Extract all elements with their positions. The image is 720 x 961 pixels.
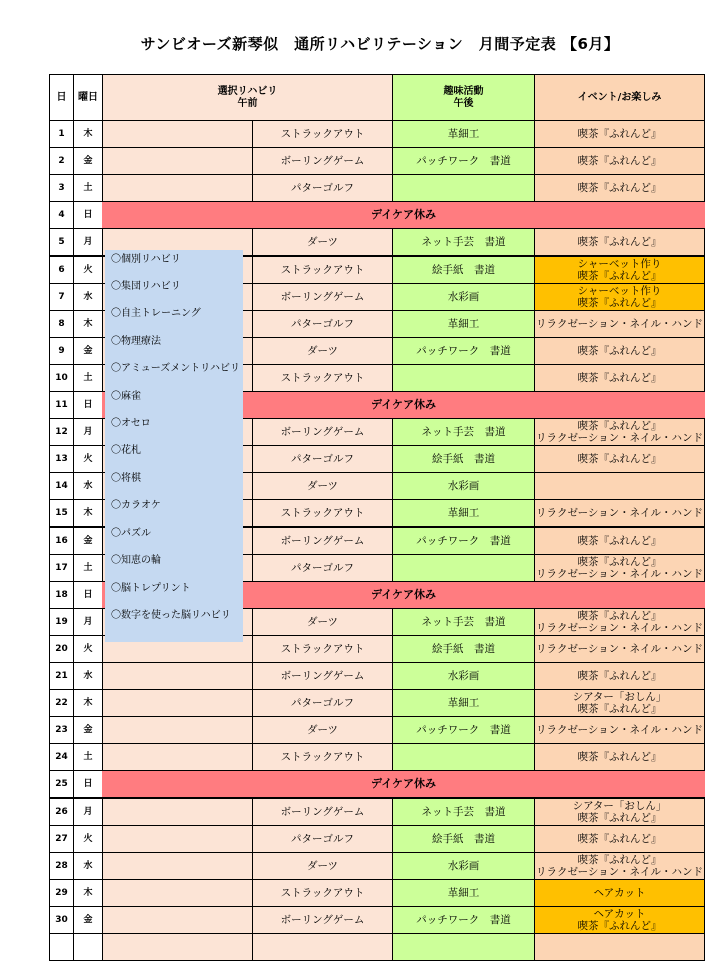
event-activity: リラクゼーション・ネイル・ハンド — [534, 716, 705, 744]
event-activity: シャーベット作り 喫茶『ふれんど』 — [534, 283, 705, 311]
weekday: 月 — [73, 228, 103, 256]
hobby-activity: 水彩画 — [392, 283, 535, 311]
day-number: 14 — [49, 472, 74, 500]
day-number: 2 — [49, 147, 74, 175]
event-activity: リラクゼーション・ネイル・ハンド — [534, 310, 705, 338]
hobby-activity — [392, 174, 535, 202]
event-activity: 喫茶『ふれんど』 — [534, 337, 705, 365]
menu-item: 〇数字を使った脳リハビリ — [111, 610, 231, 621]
rehab-activity: パターゴルフ — [252, 825, 393, 853]
weekday: 水 — [73, 662, 103, 690]
weekday: 水 — [73, 852, 103, 880]
weekday: 火 — [73, 256, 103, 284]
weekday: 木 — [73, 689, 103, 717]
event-activity: 喫茶『ふれんど』 — [534, 364, 705, 392]
rehab-menu-cell — [102, 662, 253, 690]
hobby-activity: パッチワーク 書道 — [392, 527, 535, 555]
rehab-activity: パターゴルフ — [252, 310, 393, 338]
event-activity: 喫茶『ふれんど』 — [534, 527, 705, 555]
rehab-activity: ストラックアウト — [252, 364, 393, 392]
rehab-activity: ストラックアウト — [252, 635, 393, 663]
menu-item: 〇個別リハビリ — [111, 254, 181, 265]
header-hobby: 趣味活動 午後 — [392, 74, 535, 121]
weekday: 金 — [73, 716, 103, 744]
rehab-activity: ダーツ — [252, 228, 393, 256]
rehab-menu-cell — [102, 716, 253, 744]
hobby-activity — [392, 364, 535, 392]
hobby-activity: 革細工 — [392, 310, 535, 338]
hobby-activity: パッチワーク 書道 — [392, 337, 535, 365]
menu-item: 〇パズル — [111, 528, 151, 539]
menu-item: 〇花札 — [111, 445, 141, 456]
weekday: 日 — [73, 201, 103, 229]
hobby-activity: 水彩画 — [392, 852, 535, 880]
hobby-activity: 絵手紙 書道 — [392, 825, 535, 853]
rehab-menu-cell — [102, 147, 253, 175]
rehab-activity: ダーツ — [252, 608, 393, 636]
weekday: 月 — [73, 418, 103, 446]
weekday: 月 — [73, 608, 103, 636]
rehab-activity: ボーリングゲーム — [252, 418, 393, 446]
day-number: 5 — [49, 228, 74, 256]
event-activity: ヘアカット 喫茶『ふれんど』 — [534, 906, 705, 934]
rehab-activity: ボーリングゲーム — [252, 906, 393, 934]
rehab-menu-cell — [102, 933, 253, 961]
rehab-activity: ストラックアウト — [252, 256, 393, 284]
event-activity — [534, 472, 705, 500]
hobby-activity: 革細工 — [392, 499, 535, 527]
day-number: 28 — [49, 852, 74, 880]
day-number: 4 — [49, 201, 74, 229]
closed-day-banner: デイケア休み — [102, 201, 705, 229]
menu-item: 〇集団リハビリ — [111, 281, 181, 292]
weekday: 木 — [73, 310, 103, 338]
rehab-menu-cell — [102, 825, 253, 853]
event-activity: 喫茶『ふれんど』 リラクゼーション・ネイル・ハンド — [534, 608, 705, 636]
hobby-activity: パッチワーク 書道 — [392, 906, 535, 934]
closed-day-banner: デイケア休み — [102, 581, 705, 609]
event-activity: リラクゼーション・ネイル・ハンド — [534, 499, 705, 527]
weekday: 月 — [73, 798, 103, 826]
day-number: 8 — [49, 310, 74, 338]
event-activity: 喫茶『ふれんど』 — [534, 445, 705, 473]
weekday: 火 — [73, 825, 103, 853]
day-number: 24 — [49, 743, 74, 771]
header-rehab: 選択リハビリ 午前 — [102, 74, 393, 121]
rehab-activity: パターゴルフ — [252, 689, 393, 717]
rehab-menu-cell — [102, 743, 253, 771]
closed-day-banner: デイケア休み — [102, 391, 705, 419]
rehab-activity: パターゴルフ — [252, 445, 393, 473]
menu-item: 〇自主トレーニング — [111, 308, 201, 319]
weekday: 土 — [73, 364, 103, 392]
rehab-menu-cell — [102, 689, 253, 717]
rehab-activity: ボーリングゲーム — [252, 283, 393, 311]
rehab-menu-cell — [102, 120, 253, 148]
menu-item: 〇将棋 — [111, 473, 141, 484]
event-activity: シアター「おしん」 喫茶『ふれんど』 — [534, 689, 705, 717]
day-number: 17 — [49, 554, 74, 582]
hobby-activity: 革細工 — [392, 120, 535, 148]
weekday: 日 — [73, 770, 103, 798]
event-activity: 喫茶『ふれんど』 リラクゼーション・ネイル・ハンド — [534, 418, 705, 446]
day-number: 13 — [49, 445, 74, 473]
day-number: 18 — [49, 581, 74, 609]
day-number: 16 — [49, 527, 74, 555]
event-activity: 喫茶『ふれんど』 リラクゼーション・ネイル・ハンド — [534, 852, 705, 880]
rehab-activity: パターゴルフ — [252, 554, 393, 582]
hobby-activity: 水彩画 — [392, 662, 535, 690]
rehab-activity: ボーリングゲーム — [252, 798, 393, 826]
weekday: 金 — [73, 147, 103, 175]
day-number: 15 — [49, 499, 74, 527]
rehab-activity: ダーツ — [252, 337, 393, 365]
weekday: 木 — [73, 499, 103, 527]
day-number: 3 — [49, 174, 74, 202]
menu-item: 〇知恵の輪 — [111, 555, 161, 566]
hobby-activity: 革細工 — [392, 689, 535, 717]
day-number: 25 — [49, 770, 74, 798]
rehab-activity: ストラックアウト — [252, 879, 393, 907]
event-activity: 喫茶『ふれんど』 — [534, 825, 705, 853]
menu-item: 〇アミューズメントリハビリ — [111, 363, 240, 374]
rehab-menu-cell — [102, 174, 253, 202]
day-number: 20 — [49, 635, 74, 663]
day-number: 27 — [49, 825, 74, 853]
day-number: 26 — [49, 798, 74, 826]
event-activity: 喫茶『ふれんど』 リラクゼーション・ネイル・ハンド — [534, 554, 705, 582]
day-number: 6 — [49, 256, 74, 284]
weekday: 火 — [73, 635, 103, 663]
rehab-menu-cell — [102, 798, 253, 826]
hobby-activity — [392, 554, 535, 582]
hobby-activity: 水彩画 — [392, 472, 535, 500]
rehab-activity: ボーリングゲーム — [252, 527, 393, 555]
header-weekday: 曜日 — [73, 74, 103, 121]
hobby-activity: ネット手芸 書道 — [392, 418, 535, 446]
event-activity: ヘアカット — [534, 879, 705, 907]
closed-day-banner: デイケア休み — [102, 770, 705, 798]
page-title: サンビオーズ新琴似 通所リハビリテーション 月間予定表 【6月】 — [140, 35, 620, 53]
event-activity: 喫茶『ふれんど』 — [534, 147, 705, 175]
hobby-activity: 絵手紙 書道 — [392, 445, 535, 473]
weekday: 木 — [73, 879, 103, 907]
menu-item: 〇物理療法 — [111, 336, 161, 347]
day-number — [49, 933, 74, 961]
hobby-activity: 革細工 — [392, 879, 535, 907]
rehab-activity: パターゴルフ — [252, 174, 393, 202]
rehab-activity: ストラックアウト — [252, 499, 393, 527]
rehab-activity: ダーツ — [252, 472, 393, 500]
event-activity: リラクゼーション・ネイル・ハンド — [534, 635, 705, 663]
weekday: 水 — [73, 472, 103, 500]
hobby-activity: パッチワーク 書道 — [392, 147, 535, 175]
hobby-activity — [392, 933, 535, 961]
weekday — [73, 933, 103, 961]
menu-item: 〇カラオケ — [111, 500, 161, 511]
weekday: 日 — [73, 581, 103, 609]
menu-item: 〇オセロ — [111, 418, 151, 429]
rehab-activity: ストラックアウト — [252, 743, 393, 771]
day-number: 29 — [49, 879, 74, 907]
event-activity: 喫茶『ふれんど』 — [534, 228, 705, 256]
menu-item: 〇麻雀 — [111, 391, 141, 402]
event-activity: シアター「おしん」 喫茶『ふれんど』 — [534, 798, 705, 826]
day-number: 9 — [49, 337, 74, 365]
hobby-activity: ネット手芸 書道 — [392, 798, 535, 826]
event-activity: 喫茶『ふれんど』 — [534, 120, 705, 148]
weekday: 木 — [73, 120, 103, 148]
weekday: 土 — [73, 174, 103, 202]
rehab-menu-cell — [102, 852, 253, 880]
hobby-activity: ネット手芸 書道 — [392, 228, 535, 256]
rehab-menu-cell — [102, 879, 253, 907]
hobby-activity: パッチワーク 書道 — [392, 716, 535, 744]
rehab-activity: ダーツ — [252, 852, 393, 880]
day-number: 12 — [49, 418, 74, 446]
weekday: 水 — [73, 283, 103, 311]
weekday: 土 — [73, 554, 103, 582]
weekday: 金 — [73, 527, 103, 555]
day-number: 19 — [49, 608, 74, 636]
event-activity: シャーベット作り 喫茶『ふれんど』 — [534, 256, 705, 284]
day-number: 23 — [49, 716, 74, 744]
day-number: 11 — [49, 391, 74, 419]
event-activity: 喫茶『ふれんど』 — [534, 662, 705, 690]
rehab-activity: ダーツ — [252, 716, 393, 744]
hobby-activity — [392, 743, 535, 771]
weekday: 火 — [73, 445, 103, 473]
rehab-activity: ストラックアウト — [252, 120, 393, 148]
rehab-activity: ボーリングゲーム — [252, 662, 393, 690]
rehab-menu-cell — [102, 906, 253, 934]
rehab-activity — [252, 933, 393, 961]
weekday: 金 — [73, 337, 103, 365]
rehab-activity: ボーリングゲーム — [252, 147, 393, 175]
day-number: 10 — [49, 364, 74, 392]
menu-item: 〇脳トレプリント — [111, 583, 191, 594]
rehab-menu-panel — [105, 250, 243, 642]
event-activity — [534, 933, 705, 961]
event-activity: 喫茶『ふれんど』 — [534, 743, 705, 771]
weekday: 金 — [73, 906, 103, 934]
day-number: 22 — [49, 689, 74, 717]
event-activity: 喫茶『ふれんど』 — [534, 174, 705, 202]
day-number: 1 — [49, 120, 74, 148]
hobby-activity: ネット手芸 書道 — [392, 608, 535, 636]
day-number: 21 — [49, 662, 74, 690]
weekday: 土 — [73, 743, 103, 771]
hobby-activity: 絵手紙 書道 — [392, 256, 535, 284]
day-number: 30 — [49, 906, 74, 934]
header-day: 日 — [49, 74, 74, 121]
header-event: イベント/お楽しみ — [534, 74, 705, 121]
weekday: 日 — [73, 391, 103, 419]
hobby-activity: 絵手紙 書道 — [392, 635, 535, 663]
day-number: 7 — [49, 283, 74, 311]
